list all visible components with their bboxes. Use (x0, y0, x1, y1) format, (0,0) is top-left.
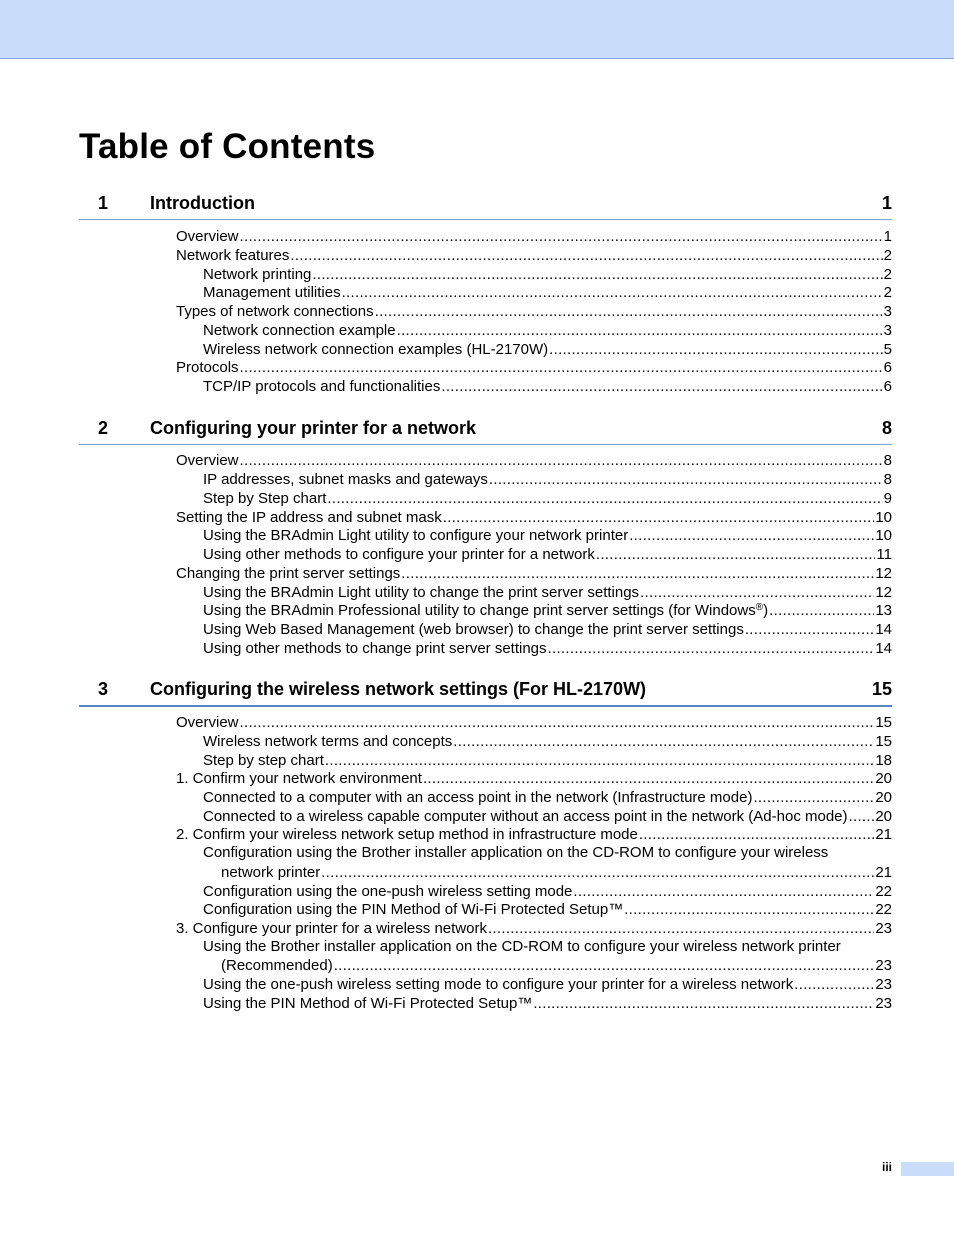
leader-dots (453, 733, 874, 751)
toc-entry-page: 6 (883, 359, 892, 376)
toc-entry-text: IP addresses, subnet masks and gateways (203, 471, 488, 488)
toc-entry-page: 23 (875, 976, 892, 993)
toc-subentry[interactable] (203, 470, 892, 489)
leader-dots (640, 584, 874, 602)
toc-subentry[interactable] (203, 526, 892, 545)
toc-entry-page: 8 (883, 452, 892, 469)
leader-dots (548, 640, 875, 658)
toc-entry-page: 1 (883, 228, 892, 245)
footer-tab (901, 1162, 954, 1176)
toc-subentry[interactable] (203, 583, 892, 602)
chapter-page: 8 (881, 418, 892, 438)
toc-entry[interactable] (176, 564, 892, 583)
toc-entry-text: Using Web Based Management (web browser) to change the print server settings (203, 621, 744, 638)
chapter-number: 3 (98, 679, 109, 699)
toc-entry-page: 12 (875, 584, 892, 601)
toc-entry-page: 14 (875, 621, 892, 638)
toc-entry-page: 11 (876, 546, 892, 563)
leader-dots (769, 602, 874, 620)
toc-subentry[interactable] (203, 900, 892, 919)
leader-dots (533, 995, 874, 1013)
toc-entry-page: 2 (883, 284, 892, 301)
toc-entry-text: Types of network connections (176, 303, 374, 320)
toc-entry-page: 14 (875, 640, 892, 657)
leader-dots (401, 565, 874, 583)
leader-dots (397, 322, 883, 340)
toc-entry-text (203, 602, 768, 620)
toc-entry-page: 13 (875, 602, 892, 619)
toc-entry-text: 2. Confirm your wireless network setup method in infrastructure mode (176, 826, 638, 843)
toc-entry-text: network printer (221, 864, 321, 881)
toc-entry-text: Setting the IP address and subnet mask (176, 509, 442, 526)
leader-dots (240, 452, 883, 470)
toc-entry-page: 10 (875, 509, 892, 526)
toc-subentry[interactable] (203, 732, 892, 751)
toc-entry-text: Using other methods to configure your printer for a network (203, 546, 595, 563)
toc-entry-page: 8 (883, 471, 892, 488)
leader-dots (423, 770, 874, 788)
toc-entry-page: 12 (875, 565, 892, 582)
chapter-number: 2 (98, 418, 109, 438)
toc-entry-page: 22 (875, 901, 892, 918)
toc-entry[interactable] (176, 451, 892, 470)
chapter-heading-2[interactable] (79, 417, 892, 445)
toc-entry-text: Using the BRAdmin Light utility to change the print server settings (203, 584, 640, 601)
toc-subentry-continuation[interactable] (221, 956, 892, 975)
toc-entry-page: 3 (883, 303, 892, 320)
toc-entry-text: Step by Step chart (203, 490, 327, 507)
toc-entry-page: 15 (875, 733, 892, 750)
toc-entry[interactable] (176, 919, 892, 938)
toc-entry-page: 5 (883, 341, 892, 358)
leader-dots (312, 266, 882, 284)
toc-entry-page: 6 (883, 378, 892, 395)
leader-dots (290, 247, 882, 265)
toc-entry-text: Network connection example (203, 322, 396, 339)
toc-entry-page: 10 (875, 527, 892, 544)
toc-entry-page: 21 (875, 826, 892, 843)
toc-subentry-continuation[interactable] (221, 863, 892, 882)
chapter-number: 1 (98, 193, 109, 213)
chapter-heading-1[interactable] (79, 192, 892, 220)
toc-entry[interactable] (176, 825, 892, 844)
footer-page-number: iii (881, 1160, 892, 1174)
toc-entry-page: 21 (875, 864, 892, 881)
toc-subentry[interactable] (203, 788, 892, 807)
toc-entry-text: Protocols (176, 359, 239, 376)
toc-entry-text: Connected to a computer with an access point in the network (Infrastructure mode) (203, 789, 753, 806)
toc-entry-text: Using the PIN Method of Wi-Fi Protected Setup™ (203, 995, 533, 1012)
chapter-title: Introduction (150, 193, 255, 213)
leader-dots (443, 509, 875, 527)
toc-entry-text: Using the BRAdmin Light utility to configure your network printer (203, 527, 629, 544)
toc-entry-text: (Recommended) (221, 957, 333, 974)
toc-entry-text: Overview (176, 714, 239, 731)
toc-subentry[interactable] (203, 283, 892, 302)
toc-entry-text: Using other methods to change print server settings (203, 640, 547, 657)
toc-entry-page: 23 (875, 995, 892, 1012)
leader-dots (321, 864, 874, 882)
leader-dots (375, 303, 883, 321)
leader-dots (596, 546, 876, 564)
leader-dots (745, 621, 874, 639)
leader-dots (489, 471, 883, 489)
leader-dots (240, 228, 883, 246)
toc-subentry[interactable] (203, 265, 892, 284)
toc-subentry[interactable] (203, 377, 892, 396)
leader-dots (240, 714, 875, 732)
toc-subentry[interactable] (203, 639, 892, 658)
toc-entry-text: Overview (176, 228, 239, 245)
leader-dots (624, 901, 874, 919)
toc-entry[interactable] (176, 713, 892, 732)
toc-entry[interactable] (176, 508, 892, 527)
leader-dots (639, 826, 874, 844)
header-band (0, 0, 954, 59)
toc-entry[interactable] (176, 246, 892, 265)
leader-dots (334, 957, 875, 975)
leader-dots (327, 490, 882, 508)
leader-dots (794, 976, 874, 994)
toc-entry-text: Step by step chart (203, 752, 324, 769)
toc-entry-text: Network features (176, 247, 290, 264)
leader-dots (573, 883, 874, 901)
toc-entry-text: Wireless network connection examples (HL-2170W) (203, 341, 549, 358)
toc-entry-text: Changing the print server settings (176, 565, 401, 582)
toc-subentry[interactable] (203, 321, 892, 340)
chapter-heading-3[interactable] (79, 678, 892, 707)
toc-entry-page: 2 (883, 266, 892, 283)
leader-dots (629, 527, 874, 545)
toc-entry-page: 22 (875, 883, 892, 900)
leader-dots (342, 284, 883, 302)
leader-dots (488, 920, 874, 938)
toc-entry-text: Using the one-push wireless setting mode to configure your printer for a wireless network (203, 976, 794, 993)
toc-entry[interactable] (176, 302, 892, 321)
chapter-title: Configuring your printer for a network (150, 418, 477, 438)
toc-entry-page: 3 (883, 322, 892, 339)
toc-entry-text: Overview (176, 452, 239, 469)
toc-entry-page: 20 (875, 808, 892, 825)
toc-entry-text: Management utilities (203, 284, 341, 301)
toc-entry[interactable] (176, 358, 892, 377)
toc-entry-page: 9 (883, 490, 892, 507)
toc-entry-page: 18 (875, 752, 892, 769)
leader-dots (240, 359, 883, 377)
chapter-page: 1 (881, 193, 892, 213)
registered-mark: ® (755, 602, 764, 613)
toc-subentry[interactable] (203, 340, 892, 359)
toc-subentry-first-line[interactable]: Using the Brother installer application on the CD-ROM to configure your wireless network printer (203, 938, 841, 955)
toc-entry-page: 20 (875, 770, 892, 787)
toc-entry[interactable] (176, 227, 892, 246)
toc-entry-page: 20 (875, 789, 892, 806)
toc-subentry[interactable] (203, 882, 892, 901)
toc-entry-page: 23 (875, 920, 892, 937)
toc-entry-text: TCP/IP protocols and functionalities (203, 378, 441, 395)
chapter-page: 15 (871, 679, 892, 699)
toc-entry-text-main: Using the BRAdmin Professional utility to change print server settings (for Windows (203, 602, 756, 619)
toc-entry-text: Configuration using the PIN Method of Wi-Fi Protected Setup™ (203, 901, 624, 918)
toc-subentry[interactable] (203, 545, 892, 564)
toc-entry-text: 3. Configure your printer for a wireless network (176, 920, 487, 937)
leader-dots (549, 341, 883, 359)
toc-entry-text: Configuration using the one-push wireless setting mode (203, 883, 573, 900)
toc-entry-page: 15 (875, 714, 892, 731)
toc-entry-text: Wireless network terms and concepts (203, 733, 453, 750)
toc-subentry[interactable] (203, 489, 892, 508)
toc-subentry[interactable] (203, 807, 892, 826)
toc-entry[interactable] (176, 769, 892, 788)
toc-subentry-first-line[interactable]: Configuration using the Brother installer application on the CD-ROM to configure your wireless (203, 844, 829, 861)
toc-subentry[interactable] (203, 601, 892, 620)
toc-entry-page: 23 (875, 957, 892, 974)
toc-entry-text: Connected to a wireless capable computer without an access point in the network (Ad-hoc mode) (203, 808, 848, 825)
page-title: Table of Contents (79, 127, 376, 166)
toc-subentry[interactable] (203, 994, 892, 1013)
leader-dots (325, 752, 874, 770)
toc-entry-text: 1. Confirm your network environment (176, 770, 422, 787)
leader-dots (753, 789, 874, 807)
leader-dots (441, 378, 882, 396)
chapter-title: Configuring the wireless network settings (For HL-2170W) (150, 679, 647, 699)
toc-subentry[interactable] (203, 975, 892, 994)
leader-dots (849, 808, 875, 826)
toc-entry-text: Network printing (203, 266, 312, 283)
toc-subentry[interactable] (203, 620, 892, 639)
toc-subentry[interactable] (203, 751, 892, 770)
toc-entry-text-suffix: ) (763, 602, 769, 619)
toc-entry-page: 2 (883, 247, 892, 264)
